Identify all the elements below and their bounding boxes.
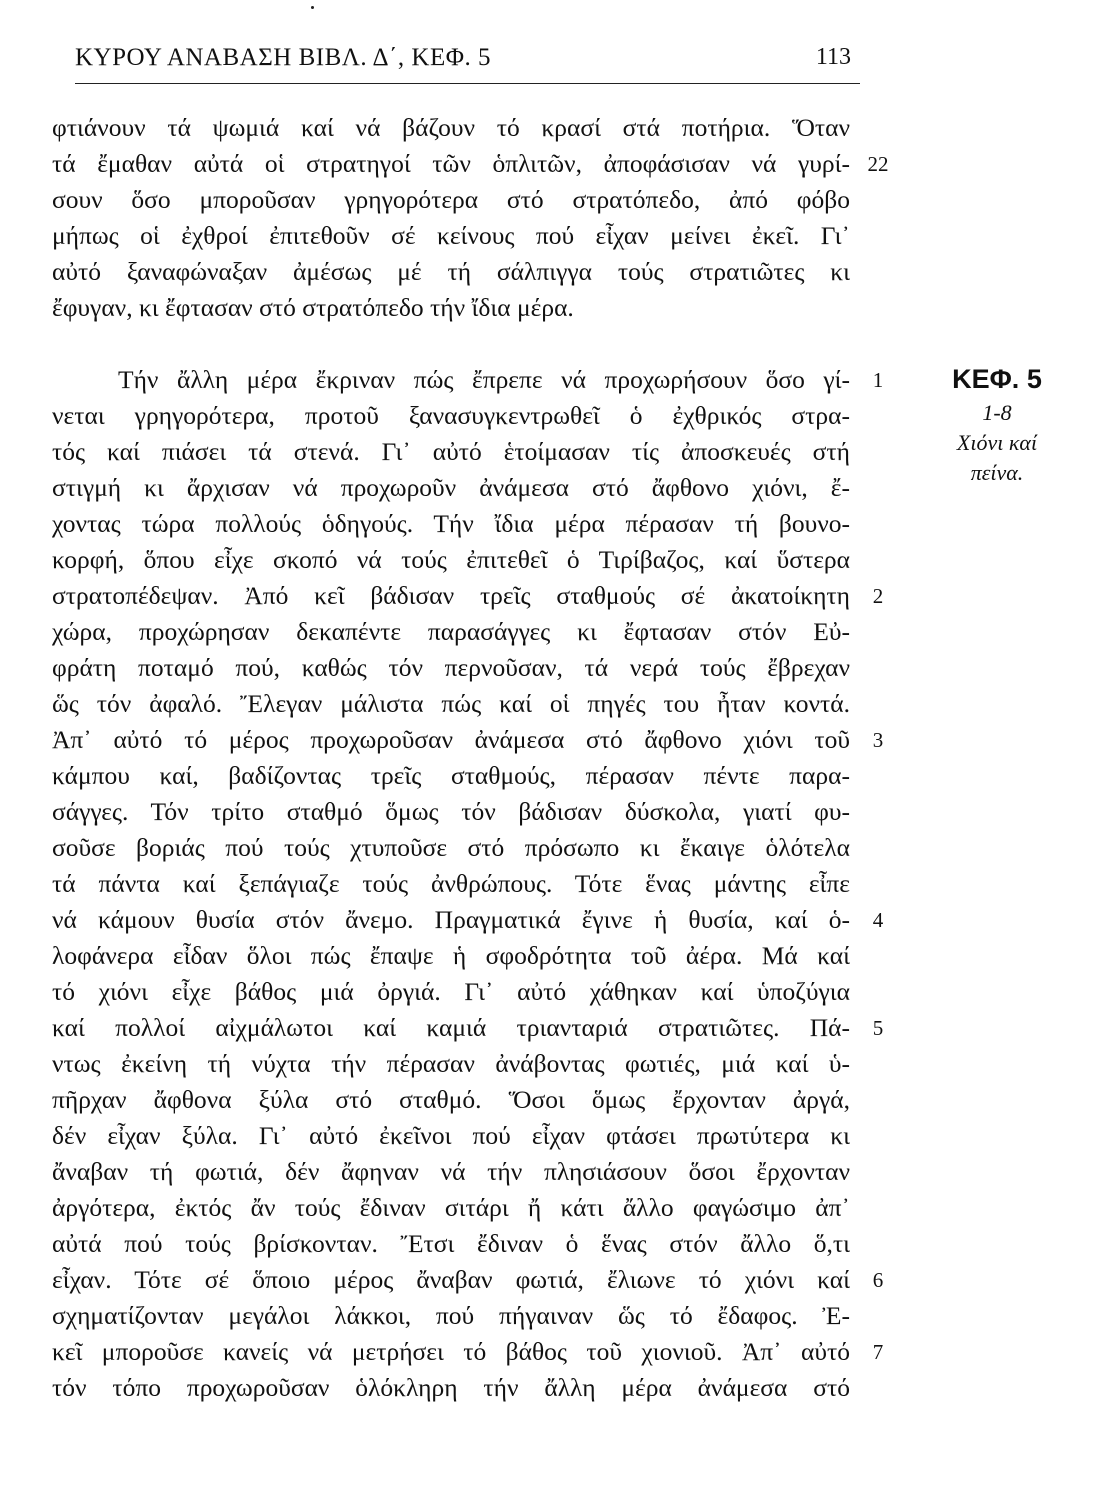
- verse-number: 7: [872, 1340, 884, 1364]
- verse-number: 2: [872, 584, 884, 608]
- text-line: καί πολλοί αἰχμάλωτοι καί καμιά τριανταριά στρατιῶτες. Πά-: [52, 1013, 850, 1042]
- text-line: τά πάντα καί ξεπάγιαζε τούς ἀνθρώπους. Τότε ἕνας μάντης εἶπε: [52, 869, 850, 898]
- text-line: ἀργότερα, ἐκτός ἄν τούς ἔδιναν σιτάρι ἤ κάτι ἄλλο φαγώσιμο ἀπ᾽: [52, 1193, 850, 1222]
- running-head-title: ΚΥΡΟΥ ΑΝΑΒΑΣΗ ΒΙΒΛ. Δ΄, ΚΕΦ. 5: [75, 44, 491, 71]
- chapter-subtitle-line1: Χιόνι καί: [956, 430, 1038, 455]
- page-number: 113: [815, 44, 851, 70]
- text-line: αὐτά πού τούς βρίσκονταν. Ἔτσι ἔδιναν ὁ ἕνας στόν ἄλλο ὅ,τι: [52, 1229, 850, 1258]
- text-line: νεται γρηγορότερα, προτοῦ ξανασυγκεντρωθεῖ ὁ ἐχθρικός στρα-: [52, 401, 850, 430]
- chapter-heading: ΚΕΦ. 5: [952, 364, 1042, 394]
- text-line: τός καί πιάσει τά στενά. Γι᾽ αὐτό ἑτοίμασαν τίς ἀποσκευές στή: [52, 437, 850, 466]
- text-line: στρατοπέδεψαν. Ἀπό κεῖ βάδισαν τρεῖς σταθμούς σέ ἀκατοίκητη: [52, 581, 850, 610]
- text-line: Τήν ἄλλη μέρα ἔκριναν πώς ἔπρεπε νά προχωρήσουν ὅσο γί-: [118, 365, 850, 394]
- text-line: εἶχαν. Τότε σέ ὅποιο μέρος ἄναβαν φωτιά, ἔλιωνε τό χιόνι καί: [52, 1265, 850, 1294]
- verse-number: 5: [872, 1016, 884, 1040]
- text-line: αὐτό ξαναφώναξαν ἀμέσως μέ τή σάλπιγγα τούς στρατιῶτες κι: [52, 257, 850, 286]
- stray-dot: [311, 6, 314, 9]
- text-line: πῆρχαν ἄφθονα ξύλα στό σταθμό. Ὅσοι ὅμως ἔρχονταν ἀργά,: [52, 1085, 850, 1114]
- text-line: τό χιόνι εἶχε βάθος μιά ὀργιά. Γι᾽ αὐτό χάθηκαν καί ὑποζύγια: [52, 977, 850, 1006]
- text-line: κορφή, ὅπου εἶχε σκοπό νά τούς ἐπιτεθεῖ ὁ Τιρίβαζος, καί ὕστερα: [52, 545, 850, 574]
- verse-number: 22: [867, 152, 889, 176]
- text-line: χώρα, προχώρησαν δεκαπέντε παρασάγγες κι ἔφτασαν στόν Εὐ-: [52, 617, 850, 646]
- text-line: νά κάμουν θυσία στόν ἄνεμο. Πραγματικά ἔγινε ἡ θυσία, καί ὁ-: [52, 905, 850, 934]
- text-line: Ἀπ᾽ αὐτό τό μέρος προχωροῦσαν ἀνάμεσα στό ἄφθονο χιόνι τοῦ: [52, 725, 850, 754]
- chapter-range: 1-8: [982, 400, 1012, 425]
- text-line: φράτη ποταμό πού, καθώς τόν περνοῦσαν, τά νερά τούς ἔβρεχαν: [52, 653, 850, 682]
- text-line: τόν τόπο προχωροῦσαν ὁλόκληρη τήν ἄλλη μέρα ἀνάμεσα στό: [52, 1373, 850, 1402]
- text-line: σχηματίζονταν μεγάλοι λάκκοι, πού πήγαιναν ὥς τό ἔδαφος. Ἐ-: [52, 1301, 850, 1330]
- text-line: ἄναβαν τή φωτιά, δέν ἄφηναν νά τήν πλησιάσουν ὅσοι ἔρχονταν: [52, 1157, 850, 1186]
- text-line: λοφάνερα εἶδαν ὅλοι πώς ἔπαψε ἡ σφοδρότητα τοῦ ἀέρα. Μά καί: [52, 941, 850, 970]
- text-line: σουν ὅσο μποροῦσαν γρηγορότερα στό στρατόπεδο, ἀπό φόβο: [52, 185, 850, 214]
- running-head: [75, 44, 855, 76]
- text-line: χοντας τώρα πολλούς ὁδηγούς. Τήν ἴδια μέρα πέρασαν τή βουνο-: [52, 509, 850, 538]
- text-line: σοῦσε βοριάς πού τούς χτυποῦσε στό πρόσωπο κι ἔκαιγε ὁλότελα: [52, 833, 850, 862]
- verse-number: 4: [872, 908, 884, 932]
- text-line: στιγμή κι ἄρχισαν νά προχωροῦν ἀνάμεσα στό ἄφθονο χιόνι, ἔ-: [52, 473, 850, 502]
- text-line: δέν εἶχαν ξύλα. Γι᾽ αὐτό ἐκεῖνοι πού εἶχαν φτάσει πρωτύτερα κι: [52, 1121, 850, 1150]
- chapter-subtitle-line2: πείνα.: [970, 460, 1024, 485]
- text-line: μήπως οἱ ἐχθροί ἐπιτεθοῦν σέ κείνους πού εἶχαν μείνει ἐκεῖ. Γι᾽: [52, 221, 850, 250]
- text-line: κεῖ μποροῦσε κανείς νά μετρήσει τό βάθος τοῦ χιονιοῦ. Ἀπ᾽ αὐτό: [52, 1337, 850, 1366]
- header-rule: [75, 83, 860, 84]
- text-line: τά ἔμαθαν αὐτά οἱ στρατηγοί τῶν ὁπλιτῶν, ἀποφάσισαν νά γυρί-: [52, 149, 850, 178]
- verse-number: 3: [872, 728, 884, 752]
- chapter-margin-note: [912, 360, 1082, 488]
- text-line: ἔφυγαν, κι ἔφτασαν στό στρατόπεδο τήν ἴδια μέρα.: [52, 293, 574, 322]
- verse-number: 1: [872, 368, 884, 392]
- text-line: ντως ἐκείνη τή νύχτα τήν πέρασαν ἀνάβοντας φωτιές, μιά καί ὑ-: [52, 1049, 850, 1078]
- verse-number: 6: [872, 1268, 884, 1292]
- text-line: φτιάνουν τά ψωμιά καί νά βάζουν τό κρασί στά ποτήρια. Ὅταν: [52, 113, 850, 142]
- text-line: κάμπου καί, βαδίζοντας τρεῖς σταθμούς, πέρασαν πέντε παρα-: [52, 761, 850, 790]
- text-line: σάγγες. Τόν τρίτο σταθμό ὅμως τόν βάδισαν δύσκολα, γιατί φυ-: [52, 797, 850, 826]
- text-line: ὥς τόν ἀφαλό. Ἔλεγαν μάλιστα πώς καί οἱ πηγές του ἦταν κοντά.: [52, 689, 850, 718]
